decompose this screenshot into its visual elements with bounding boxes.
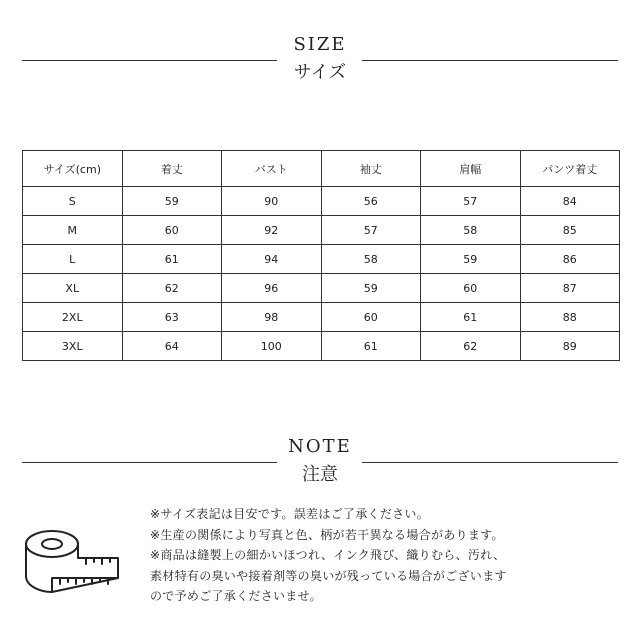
size-cell: L (23, 245, 123, 274)
value-cell: 57 (421, 187, 521, 216)
table-row (23, 187, 620, 216)
header-cell: バスト (222, 151, 322, 187)
value-cell: 61 (122, 245, 222, 274)
value-cell: 61 (321, 332, 421, 361)
value-cell: 88 (520, 303, 620, 332)
value-cell: 61 (421, 303, 521, 332)
note-title-jp: 注意 (302, 464, 338, 485)
value-cell: 87 (520, 274, 620, 303)
value-cell: 90 (222, 187, 322, 216)
value-cell: 63 (122, 303, 222, 332)
value-cell: 59 (421, 245, 521, 274)
value-cell: 86 (520, 245, 620, 274)
note-section-header (0, 436, 640, 486)
value-cell: 60 (321, 303, 421, 332)
note-line: ※生産の関係により写真と色、柄が若干異なる場合があります。 (150, 527, 504, 542)
note-line: ※サイズ表記は目安です。誤差はご了承ください。 (150, 507, 430, 521)
size-cell: 2XL (23, 303, 123, 332)
value-cell: 64 (122, 332, 222, 361)
value-cell: 92 (222, 216, 322, 245)
size-section-header (0, 34, 640, 84)
value-cell: 56 (321, 187, 421, 216)
header-cell: 着丈 (122, 151, 222, 187)
header-cell: 肩幅 (421, 151, 521, 187)
note-title-en: NOTE (288, 436, 352, 457)
table-row (23, 245, 620, 274)
value-cell: 58 (421, 216, 521, 245)
value-cell: 57 (321, 216, 421, 245)
note-text (150, 504, 620, 607)
measuring-tape-icon (20, 520, 124, 604)
value-cell: 58 (321, 245, 421, 274)
size-title-en: SIZE (293, 34, 347, 55)
value-cell: 59 (321, 274, 421, 303)
value-cell: 89 (520, 332, 620, 361)
value-cell: 100 (222, 332, 322, 361)
note-body (0, 500, 640, 630)
size-table (22, 150, 620, 361)
note-line: ので予めご了承くださいませ。 (150, 589, 322, 603)
value-cell: 62 (421, 332, 521, 361)
value-cell: 84 (520, 187, 620, 216)
value-cell: 62 (122, 274, 222, 303)
table-header-row (23, 151, 620, 187)
value-cell: 94 (222, 245, 322, 274)
value-cell: 60 (421, 274, 521, 303)
table-row (23, 274, 620, 303)
header-cell: パンツ着丈 (520, 151, 620, 187)
note-line: 素材特有の臭いや接着剤等の臭いが残っている場合がございます (150, 568, 507, 583)
value-cell: 85 (520, 216, 620, 245)
table-row (23, 332, 620, 361)
table-row (23, 216, 620, 245)
value-cell: 96 (222, 274, 322, 303)
header-cell: 袖丈 (321, 151, 421, 187)
note-line: ※商品は縫製上の細かいほつれ、インク飛び、織りむら、汚れ、 (150, 548, 506, 562)
size-cell: M (23, 216, 123, 245)
size-cell: S (23, 187, 123, 216)
header-cell: サイズ(cm) (23, 151, 123, 187)
value-cell: 98 (222, 303, 322, 332)
size-cell: 3XL (23, 332, 123, 361)
size-cell: XL (23, 274, 123, 303)
table-row (23, 303, 620, 332)
size-title-jp: サイズ (293, 62, 347, 83)
value-cell: 59 (122, 187, 222, 216)
value-cell: 60 (122, 216, 222, 245)
